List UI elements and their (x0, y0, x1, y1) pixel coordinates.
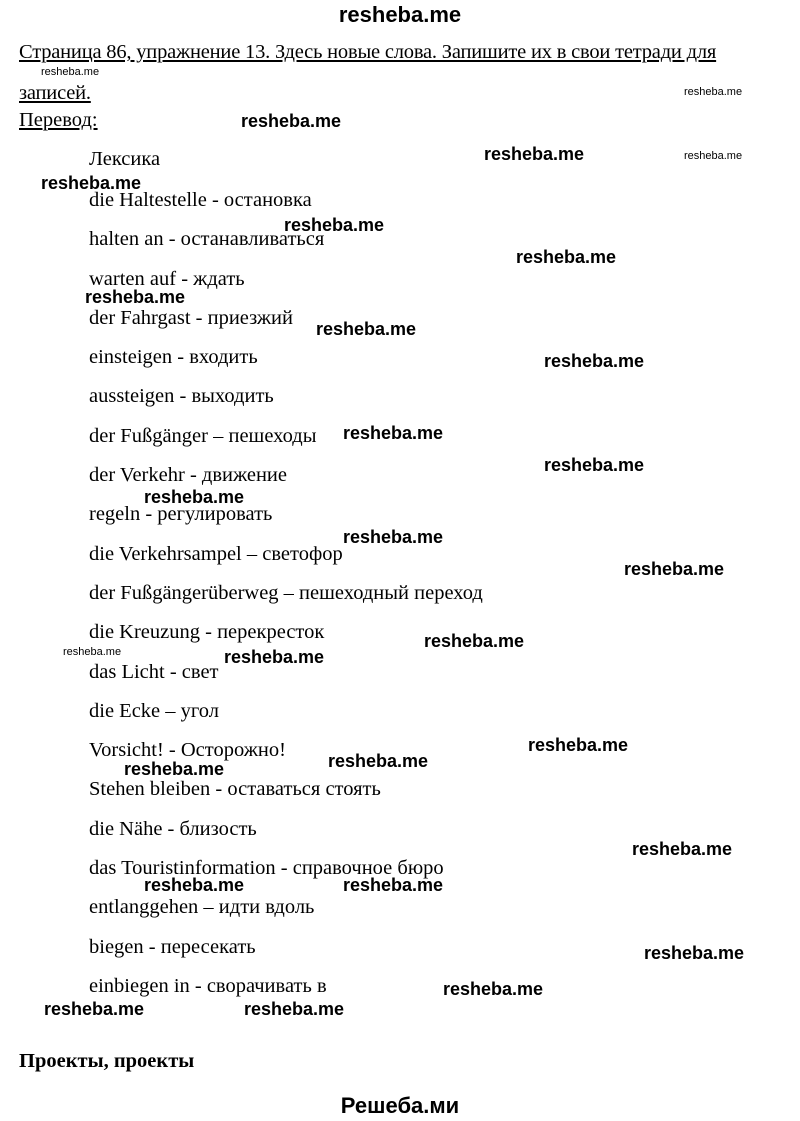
vocab-item: einbiegen in - сворачивать в (89, 974, 327, 997)
watermark: resheba.me (124, 759, 225, 779)
watermark: resheba.me (484, 144, 585, 164)
vocab-item: warten auf - ждать (89, 267, 245, 290)
watermark: resheba.me (316, 319, 417, 339)
watermark: resheba.me (516, 247, 617, 267)
watermark: resheba.me (244, 999, 345, 1019)
watermark: resheba.me (328, 751, 429, 771)
watermark: resheba.me (544, 351, 645, 371)
vocab-item: die Nähe - близость (89, 817, 257, 840)
section-heading: Проекты, проекты (19, 1050, 195, 1072)
watermark: resheba.me (85, 287, 186, 307)
vocab-item: der Fußgängerüberweg – пешеходный переход (89, 581, 483, 604)
vocab-item: die Verkehrsampel – светофор (89, 542, 343, 565)
vocab-item: die Haltestelle - остановка (89, 189, 312, 211)
vocab-item: biegen - пересекать (89, 935, 256, 958)
watermark: resheba.me (343, 527, 444, 547)
watermark: resheba.me (424, 631, 525, 651)
vocab-item: entlanggehen – идти вдоль (89, 896, 315, 919)
watermark: resheba.me (343, 423, 444, 443)
watermark: resheba.me (528, 735, 629, 755)
task-description: Страница 86, упражнение 13. Здесь новые слова. Запишите их в свои тетради для записей. (19, 41, 717, 104)
watermark: resheba.me (41, 173, 142, 193)
vocab-item: Vorsicht! - Осторожно! (89, 739, 286, 762)
translation-label: Перевод: (19, 109, 98, 131)
vocab-item: regeln - регулировать (89, 503, 273, 526)
vocab-item: das Licht - свет (89, 660, 219, 683)
watermark: resheba.me (624, 559, 725, 579)
watermark: resheba.me (224, 647, 325, 667)
watermark: resheba.me (544, 455, 645, 475)
watermark: resheba.me (144, 487, 245, 507)
watermark: resheba.me (44, 999, 145, 1019)
footer-brand[interactable]: Решеба.ми (340, 1093, 460, 1118)
watermark: resheba.me (632, 839, 733, 859)
watermark: resheba.me (443, 979, 544, 999)
vocab-item: der Fußgänger – пешеходы (89, 424, 317, 447)
watermark: resheba.me (684, 150, 743, 162)
watermark: resheba.me (41, 66, 100, 78)
vocab-item: die Ecke – угол (89, 699, 219, 722)
vocab-item: halten an - останавливаться (89, 228, 325, 251)
vocab-item: die Kreuzung - перекресток (89, 621, 325, 644)
vocab-item: der Verkehr - движение (89, 464, 288, 487)
vocab-item: das Touristinformation - справочное бюро (89, 857, 444, 880)
vocab-item: der Fahrgast - приезжий (89, 306, 293, 329)
vocabulary-title: Лексика (89, 148, 161, 170)
watermark: resheba.me (284, 215, 385, 235)
watermark: resheba.me (144, 875, 245, 895)
watermark: resheba.me (644, 943, 745, 963)
watermark: resheba.me (684, 86, 743, 98)
vocab-item: Stehen bleiben - оставаться стоять (89, 778, 381, 801)
watermark: resheba.me (241, 111, 342, 131)
watermark: resheba.me (343, 875, 444, 895)
vocab-item: aussteigen - выходить (89, 385, 274, 408)
site-title[interactable]: resheba.me (338, 2, 462, 27)
watermark: resheba.me (63, 646, 122, 658)
vocab-item: einsteigen - входить (89, 346, 258, 369)
